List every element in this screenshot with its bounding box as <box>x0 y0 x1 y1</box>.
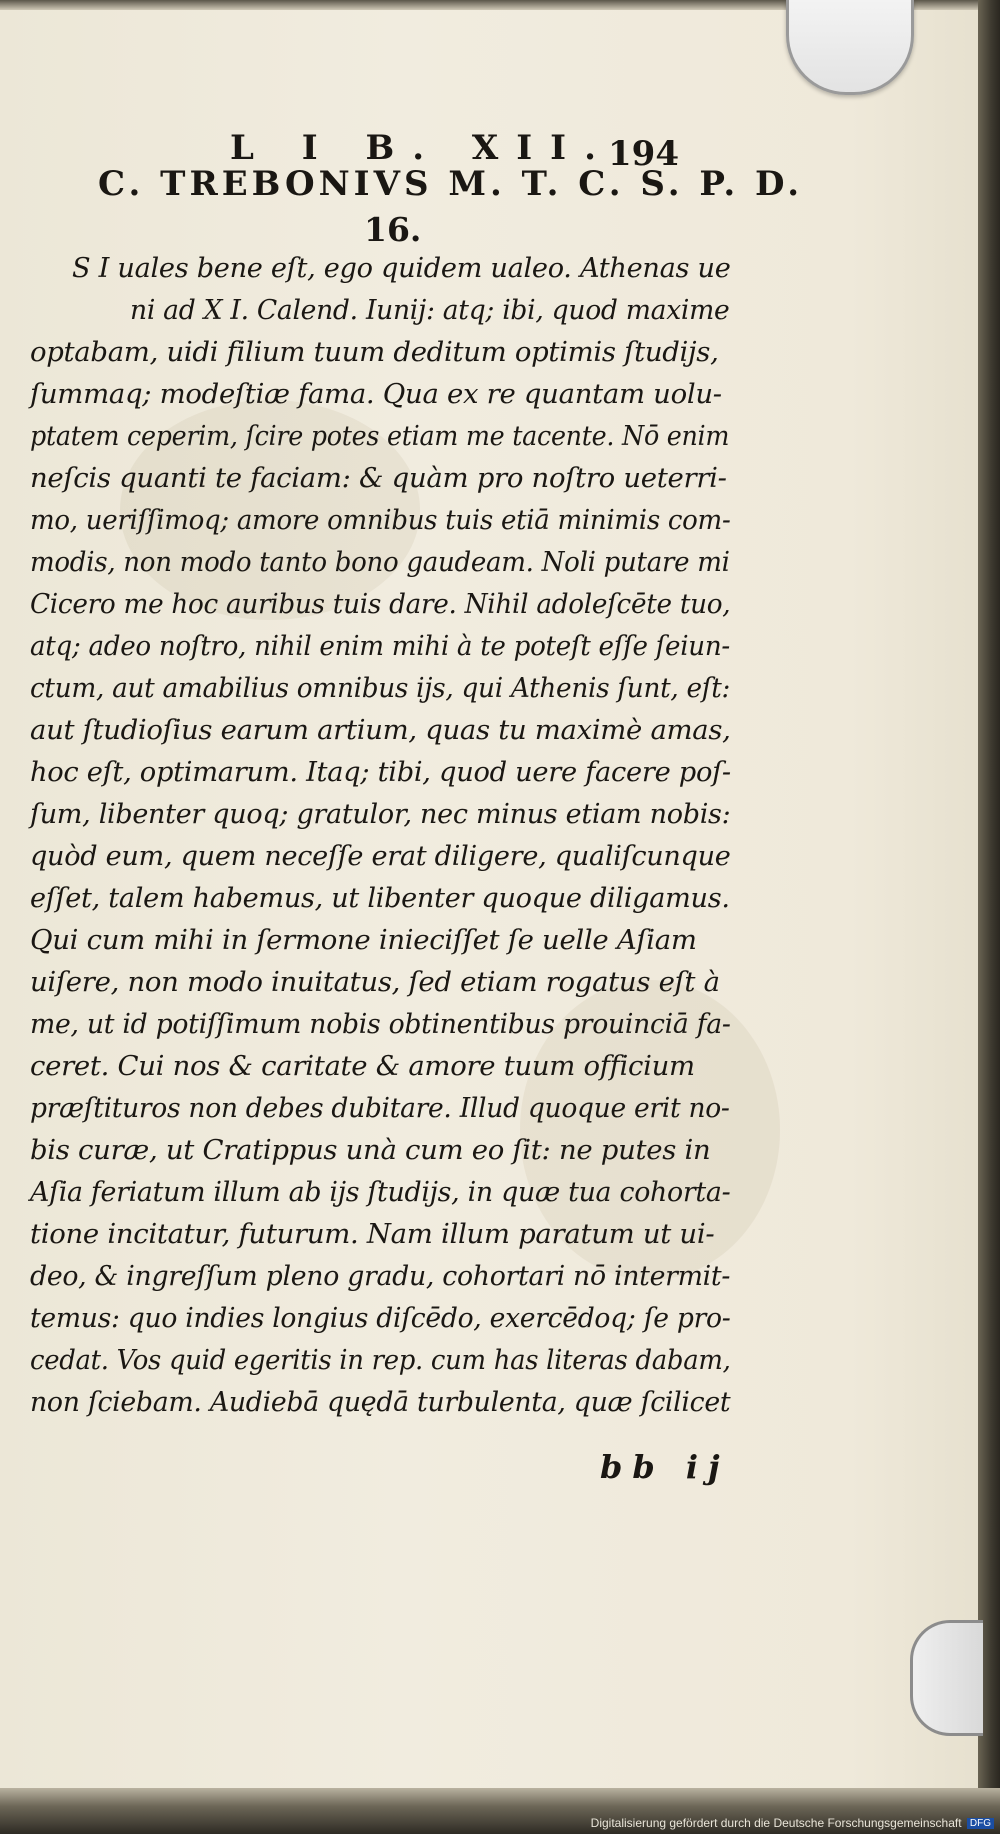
text-line: aut ſtudioſius earum artium, quas tu maximè amas, <box>30 714 731 746</box>
text-line: quòd eum, quem neceſſe erat diligere, qualiſcunque <box>30 840 731 872</box>
text-line: neſcis quanti te faciam: & quàm pro noſtro ueterri- <box>30 462 727 494</box>
text-line: S I uales bene eſt, ego quidem ualeo. Athenas ue <box>72 252 731 284</box>
scanner-clip-bottom <box>910 1620 983 1736</box>
text-line: Qui cum mihi in ſermone inieciſſet ſe uelle Aſiam <box>30 924 697 956</box>
text-line: mo, ueriſſimoq; amore omnibus tuis etiā minimis com- <box>30 504 731 536</box>
text-line: me, ut id potiſſimum nobis obtinentibus prouinciā fa- <box>30 1008 731 1040</box>
text-line: uiſere, non modo inuitatus, ſed etiam rogatus eſt à <box>30 966 720 998</box>
text-line: tione incitatur, futurum. Nam illum paratum ut ui- <box>30 1218 715 1250</box>
folio-number: 194 <box>608 134 679 174</box>
text-line: eſſet, talem habemus, ut libenter quoque diligamus. <box>30 882 730 914</box>
signature-mark: bb ij <box>600 1448 730 1486</box>
text-line: modis, non modo tanto bono gaudeam. Noli putare mi <box>30 546 730 578</box>
text-line: temus: quo indies longius diſcēdo, exercēdoq; ſe pro- <box>30 1302 731 1334</box>
text-line: ptatem ceperim, ſcire potes etiam me tacente. Nō enim <box>30 420 730 452</box>
text-line: ſummaq; modeſtiæ fama. Qua ex re quantam uolu- <box>30 378 722 410</box>
text-line: Cicero me hoc auribus tuis dare. Nihil adoleſcēte tuo, <box>30 588 731 620</box>
digitization-credit <box>591 1816 994 1830</box>
text-line: ſum, libenter quoq; gratulor, nec minus etiam nobis: <box>30 798 731 830</box>
text-line: atq; adeo noſtro, nihil enim mihi à te poteſt eſſe ſeiun- <box>30 630 730 662</box>
text-line: hoc eſt, optimarum. Itaq; tibi, quod uere facere poſ- <box>30 756 731 788</box>
text-line: optabam, uidi filium tuum deditum optimis ſtudijs, <box>30 336 719 368</box>
text-line: præſtituros non debes dubitare. Illud quoque erit no- <box>30 1092 730 1124</box>
dfg-logo-icon: DFG <box>967 1818 994 1829</box>
text-line: deo, & ingreſſum pleno gradu, cohortari nō intermit- <box>30 1260 731 1292</box>
text-line: ctum, aut amabilius omnibus ijs, qui Athenis ſunt, eſt: <box>30 672 731 704</box>
letter-salutation: C. TREBONIVS M. T. C. S. P. D. <box>98 164 804 204</box>
text-line: cedat. Vos quid egeritis in rep. cum has literas dabam, <box>30 1344 731 1376</box>
text-line: bis curæ, ut Cratippus unà cum eo ſit: ne putes in <box>30 1134 711 1166</box>
book-label: L I B. XII. <box>230 128 614 168</box>
text-line: ceret. Cui nos & caritate & amore tuum officium <box>30 1050 695 1082</box>
credit-text: Digitalisierung gefördert durch die Deutsche Forschungsgemeinschaft <box>590 1816 962 1830</box>
text-line: ni ad X I. Calend. Iunij: atq; ibi, quod maxime <box>130 294 730 326</box>
book-spine-edge <box>978 0 1000 1834</box>
letter-number: 16. <box>364 210 422 249</box>
text-line: non ſciebam. Audiebā quędā turbulenta, quæ ſcilicet <box>30 1386 731 1418</box>
text-line: Aſia feriatum illum ab ijs ſtudijs, in quæ tua cohorta- <box>30 1176 731 1208</box>
